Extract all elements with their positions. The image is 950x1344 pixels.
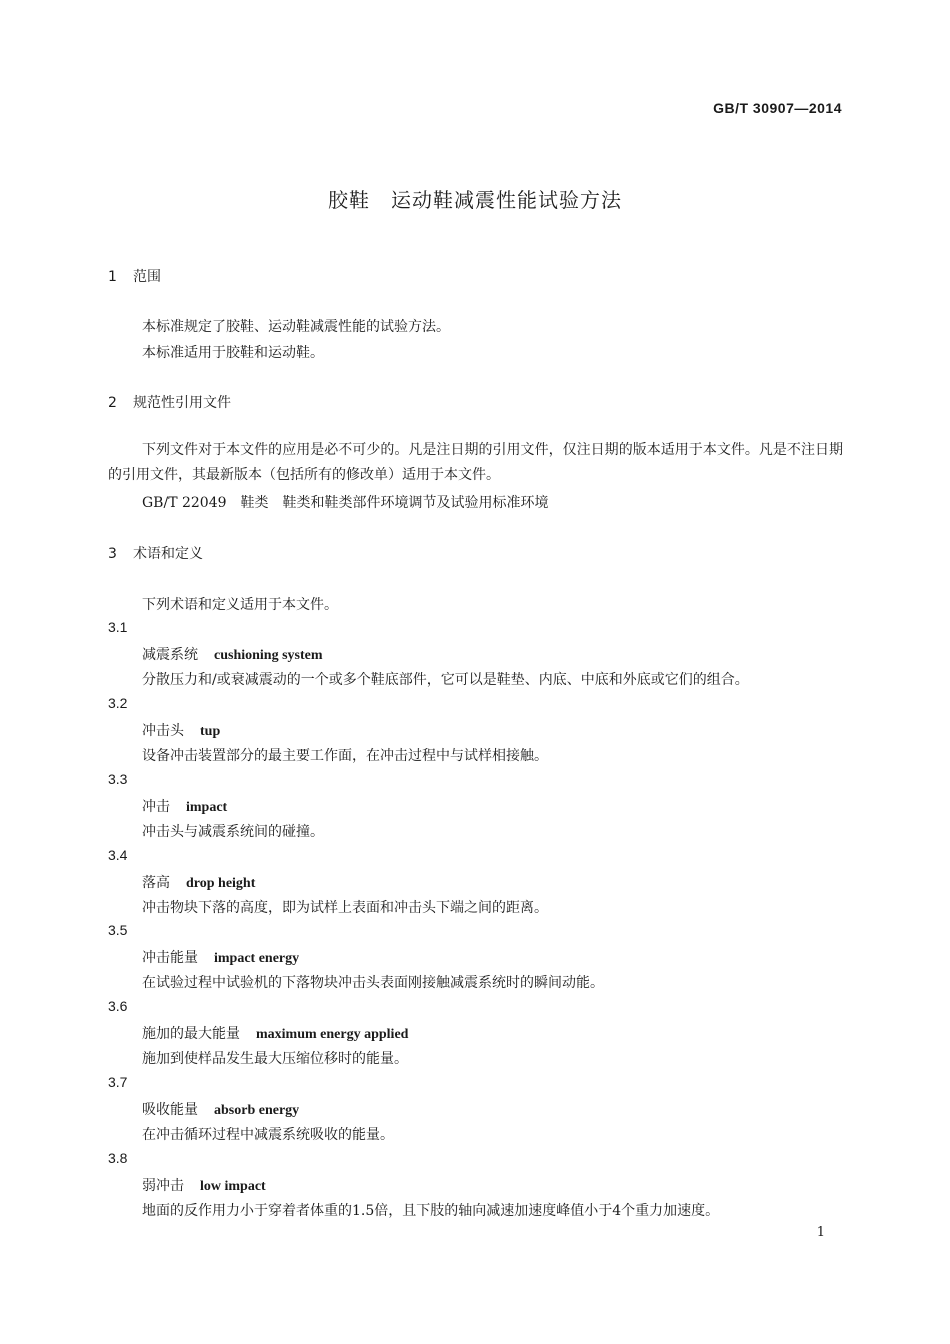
term-number: 3.2 xyxy=(108,695,128,711)
term-zh: 冲击 xyxy=(142,799,170,815)
term-heading xyxy=(142,796,227,816)
term-definition: 施加到使样品发生最大压缩位移时的能量。 xyxy=(142,1051,408,1067)
term-number: 3.5 xyxy=(108,922,128,938)
term-number: 3.7 xyxy=(108,1074,128,1090)
paragraph: 下列术语和定义适用于本文件。 xyxy=(142,597,338,613)
section-title: 规范性引用文件 xyxy=(133,395,231,411)
term-number: 3.8 xyxy=(108,1150,128,1166)
term-en: drop height xyxy=(186,876,256,891)
term-zh: 施加的最大能量 xyxy=(142,1026,240,1042)
term-definition: 冲击头与减震系统间的碰撞。 xyxy=(142,824,324,840)
term-definition: 设备冲击装置部分的最主要工作面，在冲击过程中与试样相接触。 xyxy=(142,748,548,764)
page-number: 1 xyxy=(816,1225,825,1240)
term-zh: 吸收能量 xyxy=(142,1102,198,1118)
term-en: cushioning system xyxy=(214,648,323,663)
section-3-heading xyxy=(108,543,203,563)
term-definition: 在冲击循环过程中减震系统吸收的能量。 xyxy=(142,1127,394,1143)
term-en: maximum energy applied xyxy=(256,1027,409,1042)
term-en: impact xyxy=(186,800,228,815)
term-definition: 地面的反作用力小于穿着者体重的1.5倍，且下肢的轴向减速加速度峰值小于4个重力加速度。 xyxy=(142,1203,720,1219)
section-title: 范围 xyxy=(133,269,161,285)
term-heading xyxy=(142,720,220,740)
term-heading xyxy=(142,1099,299,1119)
term-heading xyxy=(142,1023,408,1043)
term-zh: 冲击能量 xyxy=(142,950,198,966)
paragraph: 下列文件对于本文件的应用是必不可少的。凡是注日期的引用文件，仅注日期的版本适用于本文件。凡是不注日期的引用文件，其最新版本（包括所有的修改单）适用于本文件。 xyxy=(108,442,843,483)
section-number: 1 xyxy=(108,269,117,285)
term-en: tup xyxy=(200,724,221,739)
term-en: absorb energy xyxy=(214,1103,300,1118)
paragraph: 本标准规定了胶鞋、运动鞋减震性能的试验方法。 xyxy=(142,319,450,335)
section-number: 3 xyxy=(108,546,117,562)
section-2-heading xyxy=(108,392,231,412)
term-heading xyxy=(142,872,255,892)
term-zh: 减震系统 xyxy=(142,647,198,663)
term-heading xyxy=(142,947,299,967)
document-title: 胶鞋 运动鞋减震性能试验方法 xyxy=(328,188,622,212)
term-number: 3.1 xyxy=(108,619,128,635)
term-definition: 在试验过程中试验机的下落物块冲击头表面刚接触减震系统时的瞬间动能。 xyxy=(142,975,604,991)
term-number: 3.4 xyxy=(108,847,128,863)
term-number: 3.3 xyxy=(108,771,128,787)
term-heading xyxy=(142,1175,266,1195)
paragraph: 本标准适用于胶鞋和运动鞋。 xyxy=(142,345,324,361)
term-number: 3.6 xyxy=(108,998,128,1014)
term-heading xyxy=(142,644,323,664)
term-en: impact energy xyxy=(214,951,300,966)
section-number: 2 xyxy=(108,395,117,411)
term-zh: 落高 xyxy=(142,875,170,891)
section-1-heading xyxy=(108,266,161,286)
term-zh: 冲击头 xyxy=(142,723,184,739)
term-en: low impact xyxy=(200,1179,266,1194)
term-definition: 冲击物块下落的高度，即为试样上表面和冲击头下端之间的距离。 xyxy=(142,900,548,916)
standard-number: GB/T 30907—2014 xyxy=(713,100,842,116)
term-zh: 弱冲击 xyxy=(142,1178,184,1194)
normative-reference: GB/T 22049 鞋类 鞋类和鞋类部件环境调节及试验用标准环境 xyxy=(142,495,549,511)
section-title: 术语和定义 xyxy=(133,546,203,562)
term-definition: 分散压力和/或衰减震动的一个或多个鞋底部件，它可以是鞋垫、内底、中底和外底或它们的组合。 xyxy=(142,672,749,688)
